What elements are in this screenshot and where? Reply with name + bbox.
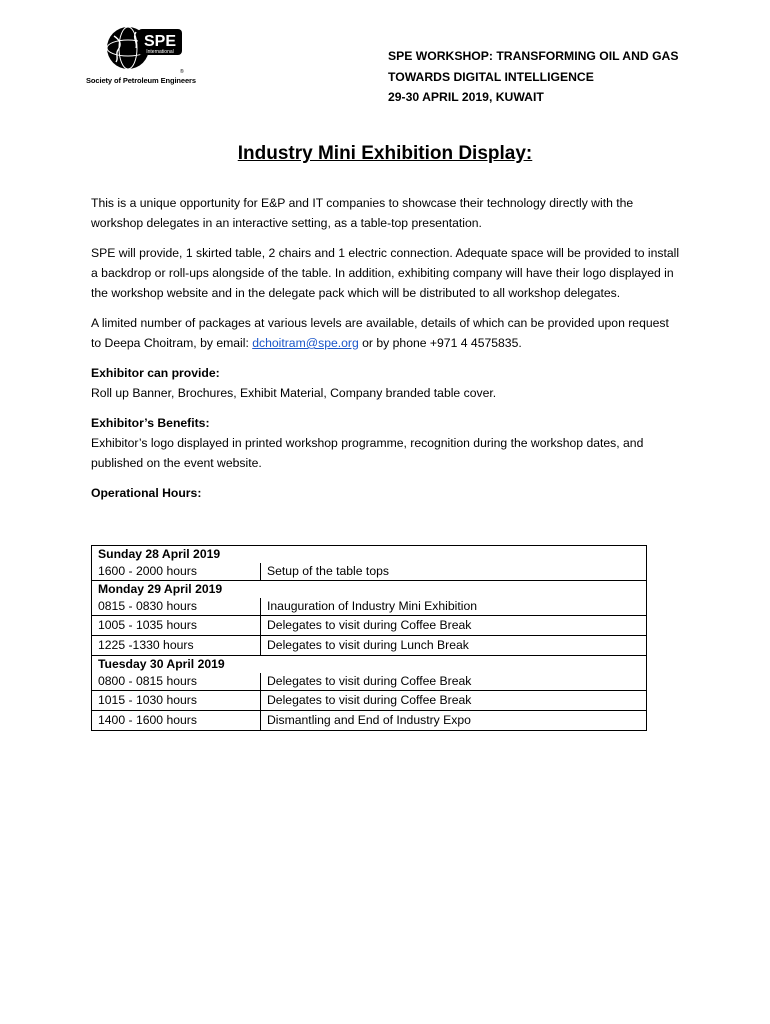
time-cell: 1005 - 1035 hours (92, 616, 261, 636)
exhibitor-benefits-label: Exhibitor’s Benefits: (91, 416, 210, 430)
activity-cell: Delegates to visit during Coffee Break (261, 616, 647, 636)
table-row (92, 691, 647, 711)
day-date: Monday 29 April 2019 (92, 581, 647, 599)
day-row (92, 581, 647, 599)
packages-text-after: or by phone +971 4 4575835. (358, 336, 522, 350)
registered-mark: ® (180, 69, 184, 75)
header-line-3: 29-30 APRIL 2019, KUWAIT (388, 90, 544, 104)
packages-text: A limited number of packages at various levels are available, details of which can be provided upon request to Deepa Choitram, by email: (91, 316, 669, 350)
activity-cell: Setup of the table tops (261, 563, 647, 581)
globe-icon (86, 26, 198, 76)
exhibitor-provide-text: Roll up Banner, Brochures, Exhibit Material, Company branded table cover. (91, 386, 497, 400)
header-line-1: SPE WORKSHOP: TRANSFORMING OIL AND GAS (388, 49, 679, 63)
table-row (92, 636, 647, 656)
activity-cell: Dismantling and End of Industry Expo (261, 711, 647, 731)
time-cell: 1600 - 2000 hours (92, 563, 261, 581)
table-row (92, 711, 647, 731)
operational-hours-section (91, 483, 681, 503)
exhibitor-benefits-text: Exhibitor’s logo displayed in printed workshop programme, recognition during the workshop dates, and published on the event website. (91, 436, 644, 470)
activity-cell: Delegates to visit during Coffee Break (261, 673, 647, 691)
day-row (92, 656, 647, 674)
document-body (91, 193, 681, 513)
logo-mark-subtext: International (146, 49, 174, 55)
intro-paragraph: This is a unique opportunity for E&P and IT companies to showcase their technology directly with the workshop delegates in an interactive setting, as a table-top presentation. (91, 196, 634, 230)
table-row (92, 673, 647, 691)
table-row (92, 598, 647, 616)
header-line-2: TOWARDS DIGITAL INTELLIGENCE (388, 69, 594, 84)
spe-logo (86, 26, 198, 90)
time-cell: 1015 - 1030 hours (92, 691, 261, 711)
activity-cell: Inauguration of Industry Mini Exhibition (261, 598, 647, 616)
day-date: Sunday 28 April 2019 (92, 546, 647, 564)
packages-paragraph (91, 313, 681, 353)
operational-hours-label: Operational Hours: (91, 486, 202, 500)
schedule-table (91, 545, 647, 731)
time-cell: 1400 - 1600 hours (92, 711, 261, 731)
logo-mark-text: SPE (143, 33, 177, 50)
time-cell: 1225 -1330 hours (92, 636, 261, 656)
logo-caption: Society of Petroleum Engineers (86, 76, 196, 85)
day-date: Tuesday 30 April 2019 (92, 656, 647, 674)
activity-cell: Delegates to visit during Coffee Break (261, 691, 647, 711)
workshop-header (388, 46, 678, 108)
table-row (92, 563, 647, 581)
day-row (92, 546, 647, 564)
exhibitor-provide-label: Exhibitor can provide: (91, 366, 220, 380)
exhibitor-benefits-section (91, 413, 681, 473)
time-cell: 0815 - 0830 hours (92, 598, 261, 616)
table-row (92, 616, 647, 636)
exhibitor-provide-section (91, 363, 681, 403)
page-title: Industry Mini Exhibition Display: (237, 143, 533, 164)
time-cell: 0800 - 0815 hours (92, 673, 261, 691)
activity-cell: Delegates to visit during Lunch Break (261, 636, 647, 656)
email-link[interactable]: dchoitram@spe.org (252, 336, 359, 350)
provide-paragraph: SPE will provide, 1 skirted table, 2 chairs and 1 electric connection. Adequate space will be provided to install a backdrop or roll-ups alongside of the table. In addition, exhibiting company will have their logo displayed in the workshop website and in the delegate pack which will be distributed to all workshop delegates. (91, 246, 680, 300)
